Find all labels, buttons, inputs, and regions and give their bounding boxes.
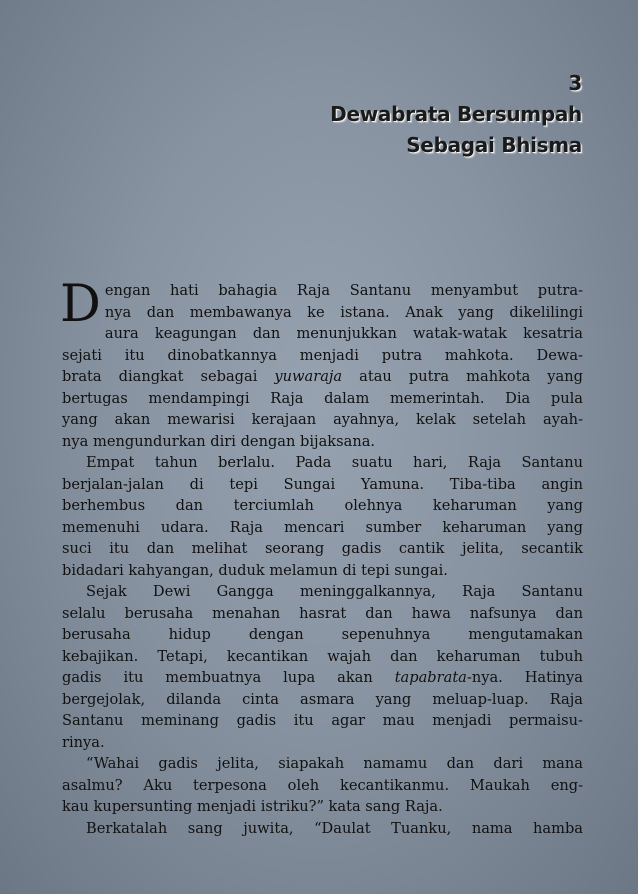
text-line: nya mengundurkan diri dengan bijaksana.	[62, 432, 376, 450]
text-line: asalmu? Aku terpesona oleh kecantikanmu. Maukah eng-	[62, 776, 583, 794]
text-fragment: gadis itu membuatnya lupa akan	[62, 669, 395, 686]
text-line: bergejolak, dilanda cinta asmara yang meluap-luap. Raja	[62, 690, 583, 708]
text-line: “Wahai gadis jelita, siapakah namamu dan dari mana	[86, 755, 583, 772]
text-line: kau kupersunting menjadi istriku?” kata sang Raja.	[62, 798, 443, 815]
text-line: aura keagungan dan menunjukkan watak-watak kesatria	[104, 325, 583, 342]
text-line: selalu berusaha menahan hasrat dan hawa nafsunya dan	[62, 604, 583, 622]
text-line	[62, 667, 583, 689]
paragraph-3	[62, 581, 583, 753]
text-line: sejati itu dinobatkannya menjadi putra mahkota. Dewa-	[62, 346, 583, 364]
text-line: engan hati bahagia Raja Santanu menyambut putra-	[104, 282, 583, 299]
paragraph-1	[60, 275, 583, 452]
italic-term: tapabrata	[394, 669, 467, 686]
paragraph-5	[62, 818, 583, 840]
chapter-number: 3	[568, 71, 582, 95]
text-line: yang akan mewarisi kerajaan ayahnya, kelak setelah ayah-	[62, 411, 583, 428]
text-line: kebajikan. Tetapi, kecantikan wajah dan keharuman tubuh	[62, 647, 583, 665]
drop-cap: D	[60, 275, 101, 334]
text-line: Sejak Dewi Gangga meninggalkannya, Raja Santanu	[86, 583, 583, 600]
paragraph-2	[62, 452, 583, 581]
text-line: rinya.	[62, 733, 105, 751]
text-line: Santanu meminang gadis itu agar mau menjadi permaisu-	[62, 712, 583, 729]
paragraph-4	[62, 753, 583, 818]
chapter-title-line-1: Dewabrata Bersumpah	[330, 102, 582, 126]
text-line: bidadari kahyangan, duduk melamun di tepi sungai.	[62, 561, 448, 579]
text-line: berusaha hidup dengan sepenuhnya mengutamakan	[62, 626, 583, 643]
text-line	[62, 366, 583, 388]
text-line: memenuhi udara. Raja mencari sumber keharuman yang	[62, 518, 583, 536]
text-fragment: brata diangkat sebagai	[62, 368, 275, 385]
body-text	[60, 275, 584, 839]
text-fragment: atau putra mahkota yang	[342, 368, 583, 385]
text-line: Berkatalah sang juwita, “Daulat Tuanku, nama hamba	[86, 819, 583, 837]
text-line: nya dan membawanya ke istana. Anak yang dikelilingi	[104, 303, 583, 321]
chapter-title-line-2: Sebagai Bhisma	[406, 133, 582, 157]
text-line: berhembus dan terciumlah olehnya keharuman yang	[62, 497, 583, 514]
italic-term: yuwaraja	[274, 368, 343, 385]
text-line: Empat tahun berlalu. Pada suatu hari, Raja Santanu	[86, 454, 583, 471]
chapter-header	[330, 68, 582, 161]
text-line: berjalan-jalan di tepi Sungai Yamuna. Tiba-tiba angin	[62, 475, 583, 493]
text-line: suci itu dan melihat seorang gadis cantik jelita, secantik	[62, 540, 583, 557]
text-fragment: -nya. Hatinya	[466, 669, 584, 686]
text-line: bertugas mendampingi Raja dalam memerintah. Dia pula	[62, 389, 583, 407]
